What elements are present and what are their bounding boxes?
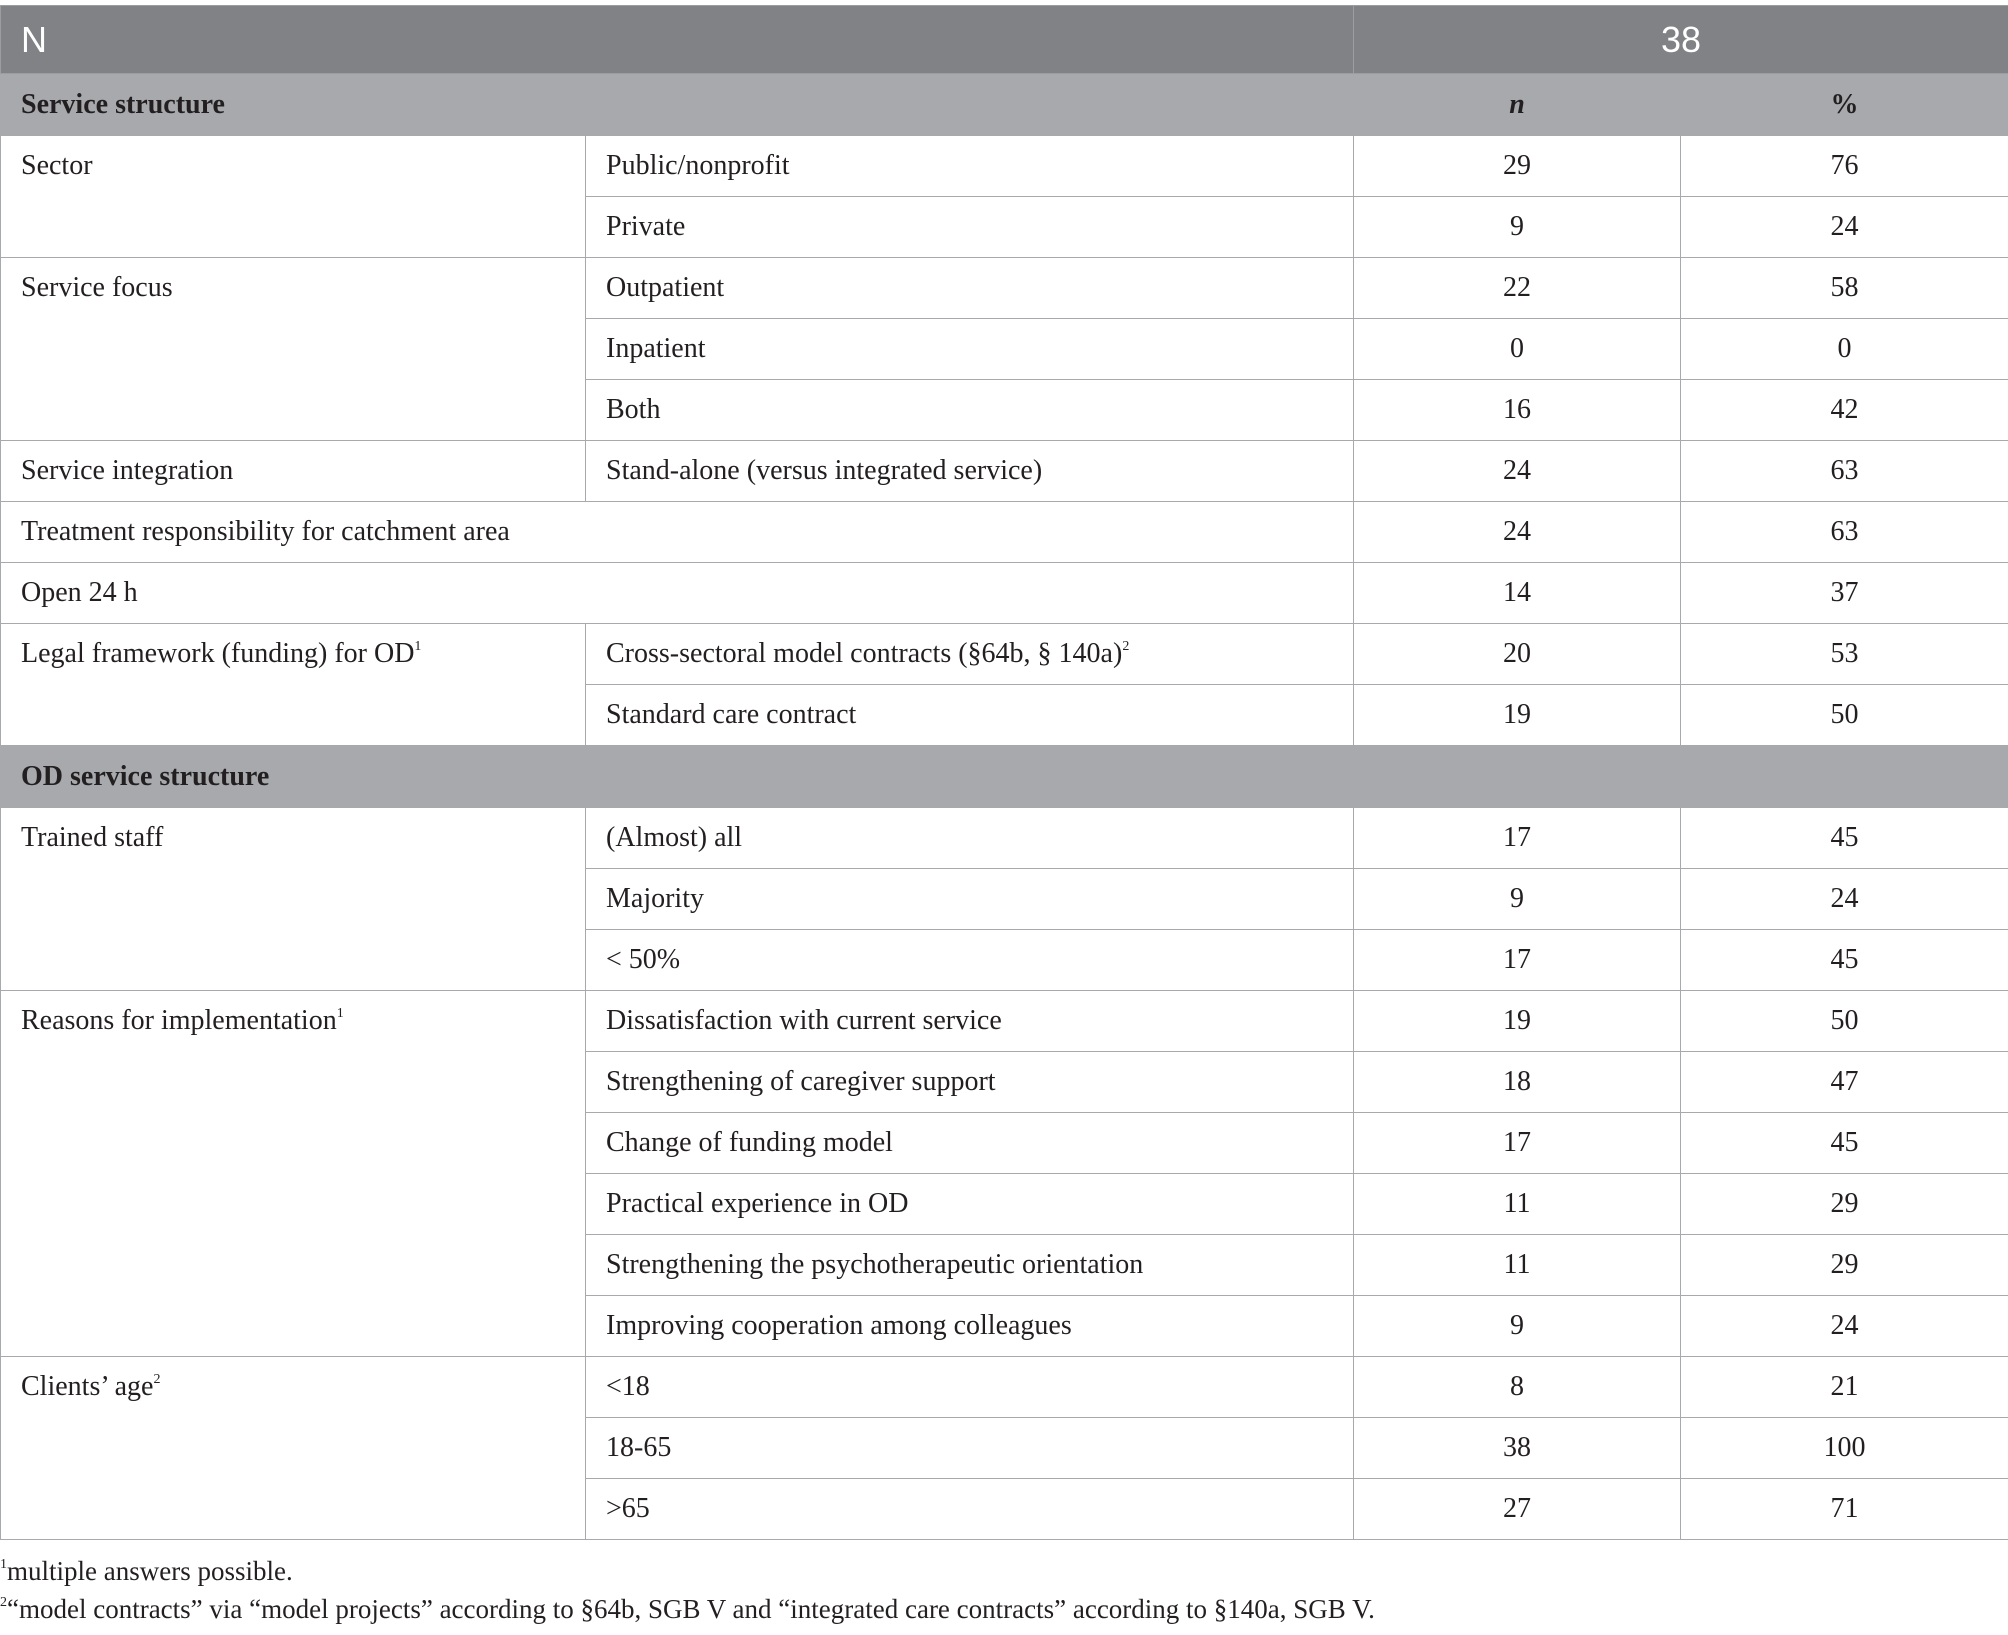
n-cell: 19 — [1354, 685, 1681, 746]
n-cell: 38 — [1354, 1418, 1681, 1479]
footnote-marker: 1 — [0, 1557, 7, 1572]
table-row — [1, 624, 2008, 685]
sub-label: Majority — [586, 869, 1354, 930]
row-label: Service focus — [1, 258, 586, 441]
section-header-row — [1, 74, 2008, 136]
n-cell: 17 — [1354, 1113, 1681, 1174]
pct-cell: 29 — [1681, 1174, 2008, 1235]
pct-cell: 0 — [1681, 319, 2008, 380]
pct-cell: 45 — [1681, 930, 2008, 991]
sub-label: Private — [586, 197, 1354, 258]
footnote-marker: 1 — [414, 639, 422, 654]
n-value: 38 — [1354, 6, 2008, 74]
n-cell: 24 — [1354, 502, 1681, 563]
sub-label: Practical experience in OD — [586, 1174, 1354, 1235]
table-row — [1, 258, 2008, 319]
pct-cell: 37 — [1681, 563, 2008, 624]
sub-label: >65 — [586, 1479, 1354, 1540]
table-row — [1, 563, 2008, 624]
pct-cell: 42 — [1681, 380, 2008, 441]
sub-label: <18 — [586, 1357, 1354, 1418]
n-label: N — [1, 6, 1354, 74]
n-cell: 20 — [1354, 624, 1681, 685]
pct-column-header: % — [1681, 74, 2008, 136]
n-cell: 17 — [1354, 808, 1681, 869]
row-label: Open 24 h — [1, 563, 1354, 624]
sub-label: Inpatient — [586, 319, 1354, 380]
sub-label: Standard care contract — [586, 685, 1354, 746]
sub-label: 18-65 — [586, 1418, 1354, 1479]
row-label-text: Clients’ age — [21, 1371, 154, 1402]
sub-label: Public/nonprofit — [586, 136, 1354, 197]
sub-label-text: Cross-sectoral model contracts (§64b, § 140a) — [606, 638, 1123, 669]
row-label: Trained staff — [1, 808, 586, 991]
sub-label: Outpatient — [586, 258, 1354, 319]
n-cell: 9 — [1354, 197, 1681, 258]
pct-cell: 45 — [1681, 808, 2008, 869]
footnote-marker: 2 — [1122, 639, 1130, 654]
section-title: OD service structure — [1, 746, 2008, 808]
table-row — [1, 808, 2008, 869]
n-cell: 9 — [1354, 1296, 1681, 1357]
row-label: Treatment responsibility for catchment area — [1, 502, 1354, 563]
sub-label: Dissatisfaction with current service — [586, 991, 1354, 1052]
row-label-text: Reasons for implementation — [21, 1005, 337, 1036]
pct-cell: 45 — [1681, 1113, 2008, 1174]
row-label — [1, 1357, 586, 1540]
pct-cell: 24 — [1681, 869, 2008, 930]
pct-cell: 63 — [1681, 502, 2008, 563]
sub-label: Both — [586, 380, 1354, 441]
sub-label — [586, 624, 1354, 685]
sub-label: Change of funding model — [586, 1113, 1354, 1174]
footnote — [0, 1552, 1375, 1590]
n-cell: 11 — [1354, 1235, 1681, 1296]
table-row — [1, 1357, 2008, 1418]
footnote-text: multiple answers possible. — [7, 1556, 293, 1586]
sub-label: Strengthening of caregiver support — [586, 1052, 1354, 1113]
n-cell: 24 — [1354, 441, 1681, 502]
pct-cell: 47 — [1681, 1052, 2008, 1113]
n-cell: 16 — [1354, 380, 1681, 441]
sub-label: < 50% — [586, 930, 1354, 991]
n-cell: 19 — [1354, 991, 1681, 1052]
n-cell: 22 — [1354, 258, 1681, 319]
pct-cell: 24 — [1681, 197, 2008, 258]
pct-cell: 58 — [1681, 258, 2008, 319]
sub-label: Stand-alone (versus integrated service) — [586, 441, 1354, 502]
pct-cell: 29 — [1681, 1235, 2008, 1296]
sub-label: Strengthening the psychotherapeutic orientation — [586, 1235, 1354, 1296]
n-cell: 11 — [1354, 1174, 1681, 1235]
pct-cell: 50 — [1681, 991, 2008, 1052]
table-row — [1, 441, 2008, 502]
table-row — [1, 991, 2008, 1052]
n-cell: 9 — [1354, 869, 1681, 930]
row-label — [1, 991, 586, 1357]
table-header-row — [1, 6, 2008, 74]
table-container — [0, 5, 2008, 1540]
footnote-marker: 2 — [0, 1595, 7, 1610]
pct-cell: 100 — [1681, 1418, 2008, 1479]
pct-cell: 21 — [1681, 1357, 2008, 1418]
n-cell: 14 — [1354, 563, 1681, 624]
n-cell: 29 — [1354, 136, 1681, 197]
n-cell: 18 — [1354, 1052, 1681, 1113]
row-label: Sector — [1, 136, 586, 258]
n-cell: 8 — [1354, 1357, 1681, 1418]
row-label — [1, 624, 586, 746]
pct-cell: 71 — [1681, 1479, 2008, 1540]
n-cell: 0 — [1354, 319, 1681, 380]
table-row — [1, 502, 2008, 563]
footnote-text: “model contracts” via “model projects” according to §64b, SGB V and “integrated care contracts” according to §140a, SGB V. — [7, 1594, 1375, 1624]
pct-cell: 76 — [1681, 136, 2008, 197]
n-column-header: n — [1354, 74, 1681, 136]
pct-cell: 63 — [1681, 441, 2008, 502]
n-cell: 27 — [1354, 1479, 1681, 1540]
section-title: Service structure — [1, 74, 1354, 136]
footnote — [0, 1590, 1375, 1628]
footnotes — [0, 1552, 1375, 1628]
sub-label: (Almost) all — [586, 808, 1354, 869]
row-label: Service integration — [1, 441, 586, 502]
table-row — [1, 136, 2008, 197]
footnote-marker: 1 — [336, 1006, 344, 1021]
n-cell: 17 — [1354, 930, 1681, 991]
footnote-marker: 2 — [153, 1372, 161, 1387]
pct-cell: 53 — [1681, 624, 2008, 685]
sub-label: Improving cooperation among colleagues — [586, 1296, 1354, 1357]
row-label-text: Legal framework (funding) for OD — [21, 638, 415, 669]
pct-cell: 24 — [1681, 1296, 2008, 1357]
results-table — [0, 5, 2008, 1540]
section-header-row — [1, 746, 2008, 808]
pct-cell: 50 — [1681, 685, 2008, 746]
